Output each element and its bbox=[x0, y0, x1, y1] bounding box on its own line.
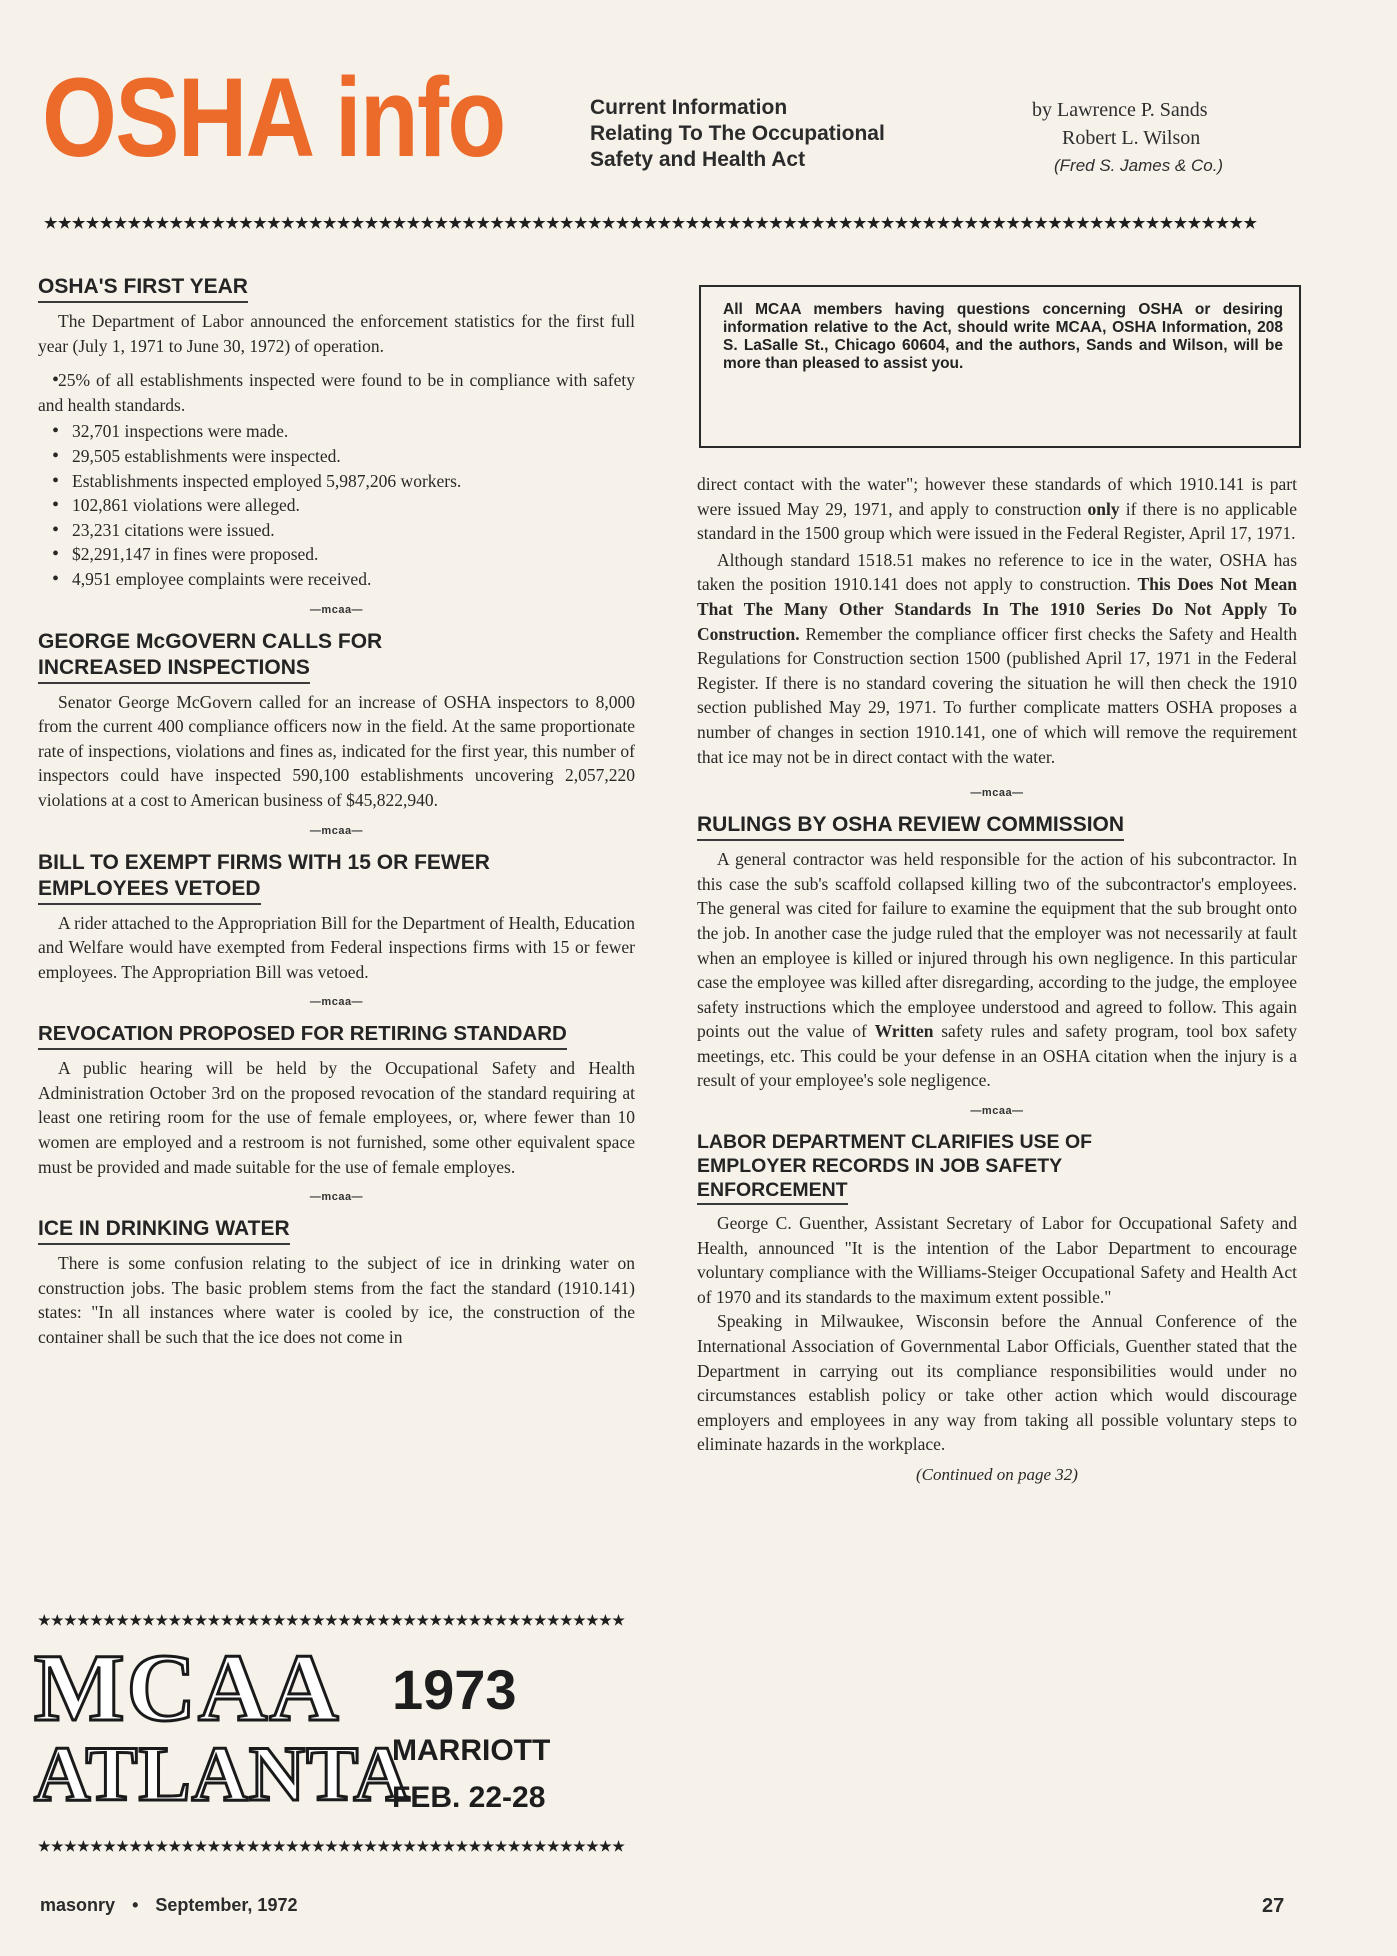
mcgovern-body: Senator George McGovern called for an increase of OSHA inspectors to 8,000 from the current 400 compliance officers now in the field. At the same proportionate rate of inspections, violations and fines as, indicated for the first year, this number of inspectors could have inspected 590,100 establishments uncovering 2,057,220 violations at a cost to American business of $45,822,940. bbox=[38, 691, 635, 810]
heading-labor-1: LABOR DEPARTMENT CLARIFIES USE OF bbox=[697, 1131, 1093, 1154]
right-column bbox=[697, 285, 1297, 1485]
convention-venue: MARRIOTT bbox=[392, 1734, 551, 1767]
ice-continued bbox=[697, 472, 1297, 546]
byline-company: (Fred S. James & Co.) bbox=[1054, 156, 1224, 175]
first-year-stats-list bbox=[38, 368, 635, 591]
heading-mcgovern-2: INCREASED INSPECTIONS bbox=[38, 656, 310, 684]
rulings-emphasis: Written bbox=[874, 1021, 934, 1042]
ad-star-border-top: ★★★★★★★★★★★★★★★★★★★★★★★★★★★★★★★★★★★★★★★★★★★★★ bbox=[38, 1612, 626, 1628]
section-separator: —mcaa— bbox=[970, 1105, 1024, 1118]
atlanta-wordmark: ATLANTA bbox=[34, 1730, 411, 1817]
list-item: • 23,231 citations were issued. bbox=[38, 518, 635, 543]
mcaa-wordmark: MCAA bbox=[34, 1634, 341, 1741]
ice-cont-text: Remember the compliance officer first checks the Safety and Health Regulations for Construction section 1500 (published April 17, 1971 in the Federal Register. If there is no standard covering the situation he will then check the 1910 section published May 29, 1971. To further complicate matters OSHA proposes a number of changes in section 1910.141, one of which will remove the requirement that ice may not be in direct contact with the water. bbox=[697, 623, 1297, 767]
osha-info-logo: OSHA info bbox=[42, 55, 505, 180]
list-item: • Establishments inspected employed 5,987,206 workers. bbox=[38, 469, 635, 494]
ice-cont-emphasis: This Does Not Mean That The Many Other Standards In The 1910 Series Do Not Apply To Construction. bbox=[697, 574, 1297, 644]
issue-date: September, 1972 bbox=[155, 1895, 298, 1915]
ice-cont-emphasis: only bbox=[1087, 498, 1120, 519]
heading-bill-2: EMPLOYEES VETOED bbox=[38, 877, 261, 905]
convention-year: 1973 bbox=[392, 1658, 517, 1721]
heading-rulings: RULINGS BY OSHA REVIEW COMMISSION bbox=[697, 813, 1124, 841]
bill-body: A rider attached to the Appropriation Bill for the Department of Health, Education and Welfare would have exempted from Federal inspections firms with 15 or fewer employees. The Appropriation Bill was vetoed. bbox=[38, 912, 635, 982]
list-item: • $2,291,147 in fines were proposed. bbox=[38, 542, 635, 567]
byline-author-1: by Lawrence P. Sands bbox=[1032, 99, 1208, 121]
continued-note: (Continued on page 32) bbox=[916, 1465, 1078, 1484]
list-item: • 32,701 inspections were made. bbox=[38, 419, 635, 444]
section-separator: —mcaa— bbox=[970, 787, 1024, 800]
tagline-line: Current Information bbox=[590, 96, 788, 119]
star-divider: ★★★★★★★★★★★★★★★★★★★★★★★★★★★★★★★★★★★★★★★★★★★★★★★★★★★★★★★★★★★★★★★★★★★★★★★★★★★★★★★★★★★★★★★ bbox=[44, 215, 1258, 232]
tagline-line: Relating To The Occupational bbox=[590, 122, 885, 145]
page-footer bbox=[40, 1895, 297, 1916]
first-year-intro: The Department of Labor announced the enforcement statistics for the first full year (July 1, 1971 to June 30, 1972) of operation. bbox=[38, 311, 635, 356]
ice-cont-text: direct contact with the water"; however these standards of which 1910.141 is part were issued May 29, 1971, and apply to construction bbox=[697, 474, 1297, 519]
labor-body-2: Speaking in Milwaukee, Wisconsin before the Annual Conference of the International Association of Governmental Labor Officials, Guenther stated that the Department in carrying out its compliance responsibilities would under no circumstances establish policy or take other action which would discourage employers and employees in any way from taking all possible voluntary steps to eliminate hazards in the workplace. bbox=[697, 1311, 1297, 1455]
heading-labor-2: EMPLOYER RECORDS IN JOB SAFETY bbox=[697, 1155, 1063, 1178]
labor-body-1: George C. Guenther, Assistant Secretary of Labor for Occupational Safety and Health, announced "It is the intention of the Labor Department to encourage voluntary compliance with the Williams-Steiger Occupational Safety and Health Act of 1970 and its standards to the maximum extent possible." bbox=[697, 1213, 1297, 1307]
heading-first-year: OSHA'S FIRST YEAR bbox=[38, 275, 248, 303]
rulings-text: A general contractor was held responsible for the action of his subcontractor. In this case the sub's scaffold collapsed killing two of the subcontractor's employees. The general was cited for failure to examine the equipment that the sub brought onto the job. In another case the judge ruled that the employer was not necessarily at fault when an employee is killed or injured through his own negligence. In this particular case the employee was killed after disregarding, according to the judge, the employee safety instructions which the employee understood and agreed to follow. This again points out the value of bbox=[697, 849, 1297, 1042]
ice-body: There is some confusion relating to the subject of ice in drinking water on construction jobs. The basic problem stems from the fact the standard (1910.141) states: "In all instances where water is cooled by ice, the construction of the container shall be such that the ice does not come in bbox=[38, 1253, 635, 1348]
heading-bill-1: BILL TO EXEMPT FIRMS WITH 15 OR FEWER bbox=[38, 850, 490, 874]
section-separator: —mcaa— bbox=[309, 603, 364, 616]
convention-dates: FEB. 22-28 bbox=[392, 1781, 546, 1814]
section-separator: —mcaa— bbox=[309, 1191, 364, 1204]
ice-cont-text: Although standard 1518.51 makes no reference to ice in the water, OSHA has taken the position 1910.141 does not apply to construction. bbox=[697, 549, 1297, 595]
ad-star-border-bottom: ★★★★★★★★★★★★★★★★★★★★★★★★★★★★★★★★★★★★★★★★★★★★★ bbox=[38, 1838, 626, 1854]
masthead-tagline bbox=[590, 95, 885, 173]
byline-author-2: Robert L. Wilson bbox=[1062, 127, 1201, 149]
rulings-body bbox=[697, 847, 1297, 1093]
footer-bullet: • bbox=[132, 1895, 139, 1915]
heading-mcgovern-1: GEORGE McGOVERN CALLS FOR bbox=[38, 629, 383, 653]
mcaa-notice-box: All MCAA members having questions concerning OSHA or desiring information relative to the Act, should write MCAA, OSHA Information, 208 S. LaSalle St., Chicago 60604, and the authors, Sands and Wilson, will be more than pleased to assist you. bbox=[699, 285, 1301, 448]
heading-revocation: REVOCATION PROPOSED FOR RETIRING STANDARD bbox=[38, 1022, 567, 1050]
list-item: • 29,505 establishments were inspected. bbox=[38, 444, 635, 469]
heading-labor-3: ENFORCEMENT bbox=[697, 1179, 848, 1205]
heading-ice: ICE IN DRINKING WATER bbox=[38, 1217, 290, 1245]
section-separator: —mcaa— bbox=[309, 996, 364, 1009]
ice-continued-2 bbox=[697, 548, 1297, 769]
section-separator: —mcaa— bbox=[309, 824, 364, 837]
page-number: 27 bbox=[1262, 1895, 1285, 1917]
left-column bbox=[38, 275, 635, 1350]
list-item: • 25% of all establishments inspected were found to be in compliance with safety and health standards. bbox=[38, 368, 635, 417]
revocation-body: A public hearing will be held by the Occupational Safety and Health Administration October 3rd on the proposed revocation of the standard requiring at least one retiring room for the use of female employees, or, where fewer than 10 women are employed and a restroom is not furnished, some other equivalent space must be provided and made suitable for the use of female employes. bbox=[38, 1058, 635, 1177]
byline bbox=[1032, 96, 1223, 180]
list-item: • 102,861 violations were alleged. bbox=[38, 493, 635, 518]
tagline-line: Safety and Health Act bbox=[590, 148, 806, 171]
ice-cont-text: if there is no applicable standard in the 1500 group which were issued in the Federal Register, April 17, 1971. bbox=[697, 498, 1297, 544]
rulings-text: safety rules and safety program, tool box safety meetings, etc. This could be your defense in an OSHA citation when the injury is a result of your employee's sole negligence. bbox=[697, 1021, 1297, 1091]
list-item: • 4,951 employee complaints were received. bbox=[38, 567, 635, 592]
magazine-name: masonry bbox=[40, 1895, 116, 1915]
